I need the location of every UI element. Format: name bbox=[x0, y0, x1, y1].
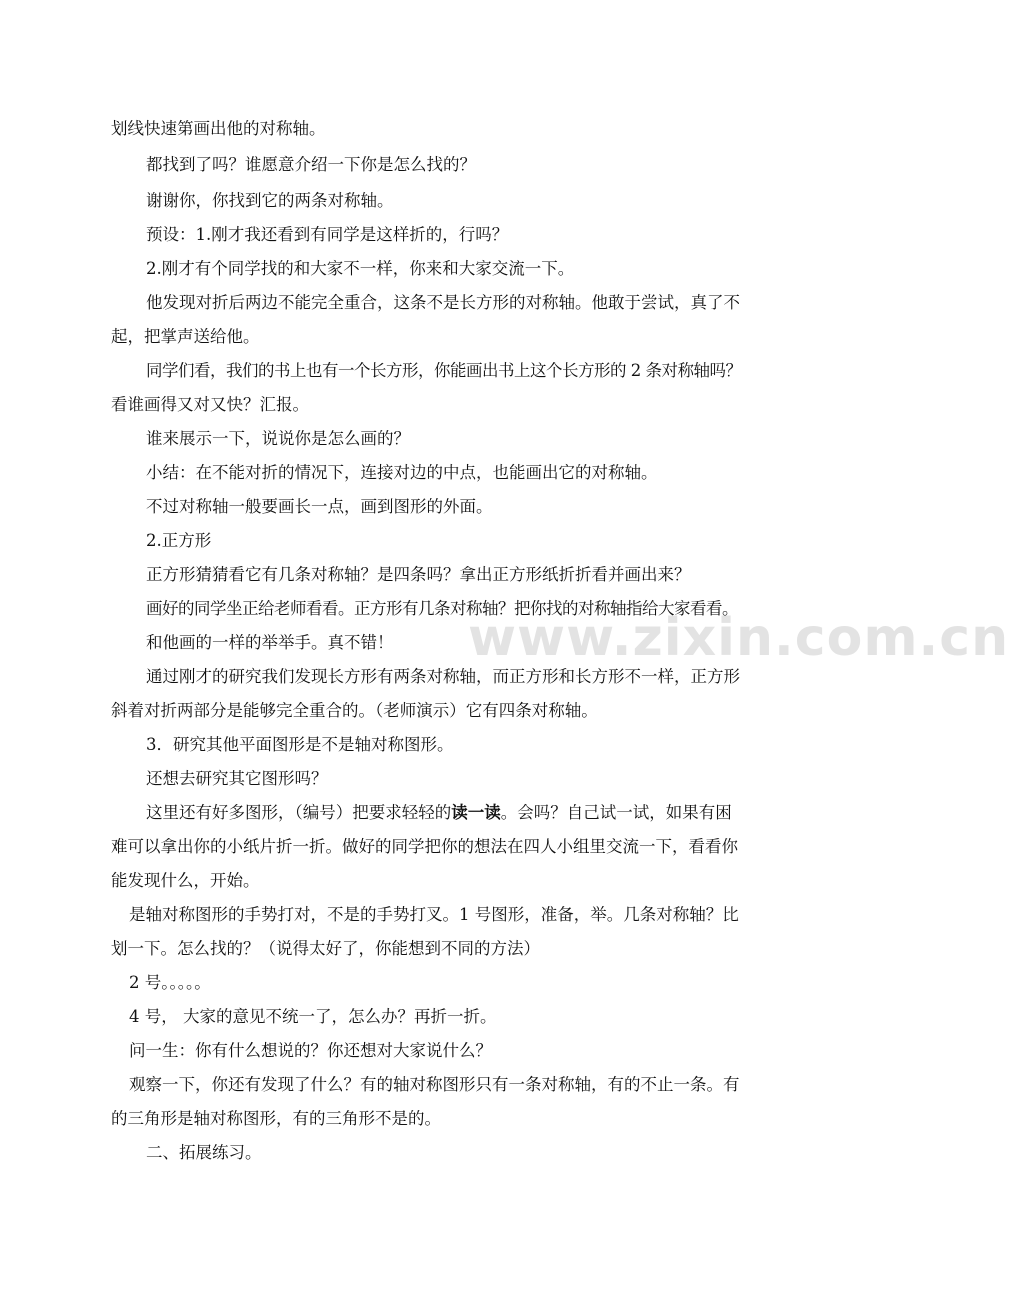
text-segment: 这里还有好多图形，（编号）把要求轻轻的 bbox=[146, 803, 452, 822]
text-line: 还想去研究其它图形吗？ bbox=[146, 769, 328, 788]
text-line: 预设：1.刚才我还看到有同学是这样折的，行吗？ bbox=[146, 225, 509, 244]
text-line: 能发现什么，开始。 bbox=[111, 871, 260, 890]
text-line: 2.刚才有个同学找的和大家不一样，你来和大家交流一下。 bbox=[146, 259, 575, 278]
text-line: 是轴对称图形的手势打对，不是的手势打叉。1 号图形，准备，举。几条对称轴？比 bbox=[129, 905, 739, 924]
text-line: 通过刚才的研究我们发现长方形有两条对称轴，而正方形和长方形不一样，正方形 bbox=[146, 667, 740, 686]
text-line: 正方形猜猜看它有几条对称轴？是四条吗？拿出正方形纸折折看并画出来？ bbox=[146, 565, 691, 584]
text-line: 2 号。。。。。 bbox=[129, 973, 211, 992]
text-line: 起，把掌声送给他。 bbox=[111, 327, 260, 346]
text-line: 都找到了吗？谁愿意介绍一下你是怎么找的？ bbox=[146, 155, 476, 174]
text-line: 难可以拿出你的小纸片折一折。做好的同学把你的想法在四人小组里交流一下，看看你 bbox=[111, 837, 738, 856]
text-line: 看谁画得又对又快？汇报。 bbox=[111, 395, 309, 414]
text-line: 观察一下，你还有发现了什么？有的轴对称图形只有一条对称轴，有的不止一条。有 bbox=[129, 1075, 740, 1094]
text-line: 谢谢你，你找到它的两条对称轴。 bbox=[146, 191, 394, 210]
text-line: 问一生：你有什么想说的？你还想对大家说什么？ bbox=[129, 1041, 492, 1060]
text-line bbox=[146, 803, 732, 823]
section-heading: 3．研究其他平面图形是不是轴对称图形。 bbox=[146, 735, 454, 754]
text-line: 同学们看，我们的书上也有一个长方形，你能画出书上这个长方形的 2 条对称轴吗？ bbox=[146, 361, 742, 380]
section-heading: 2.正方形 bbox=[146, 531, 212, 550]
text-line: 谁来展示一下，说说你是怎么画的？ bbox=[146, 429, 410, 448]
text-line: 划线快速第画出他的对称轴。 bbox=[111, 119, 326, 138]
text-line: 的三角形是轴对称图形，有的三角形不是的。 bbox=[111, 1109, 441, 1128]
text-line: 划一下。怎么找的？（说得太好了，你能想到不同的方法） bbox=[111, 939, 540, 958]
text-line: 他发现对折后两边不能完全重合，这条不是长方形的对称轴。他敢于尝试，真了不 bbox=[146, 293, 740, 312]
text-line: 画好的同学坐正给老师看看。正方形有几条对称轴？把你找的对称轴指给大家看看。 bbox=[146, 599, 738, 618]
text-line: 小结：在不能对折的情况下，连接对边的中点，也能画出它的对称轴。 bbox=[146, 463, 658, 482]
text-line: 和他画的一样的举举手。真不错！ bbox=[146, 633, 394, 652]
text-line: 不过对称轴一般要画长一点，画到图形的外面。 bbox=[146, 497, 493, 516]
text-line: 4 号， 大家的意见不统一了，怎么办？再折一折。 bbox=[129, 1007, 497, 1026]
text-line: 斜着对折两部分是能够完全重合的。（老师演示）它有四条对称轴。 bbox=[111, 701, 598, 720]
section-heading: 二、拓展练习。 bbox=[146, 1143, 262, 1162]
watermark: www.zixin.com.cn bbox=[468, 608, 1009, 668]
bold-text: 读一读 bbox=[451, 803, 501, 822]
text-segment: 。会吗？自己试一试，如果有困 bbox=[500, 803, 732, 822]
